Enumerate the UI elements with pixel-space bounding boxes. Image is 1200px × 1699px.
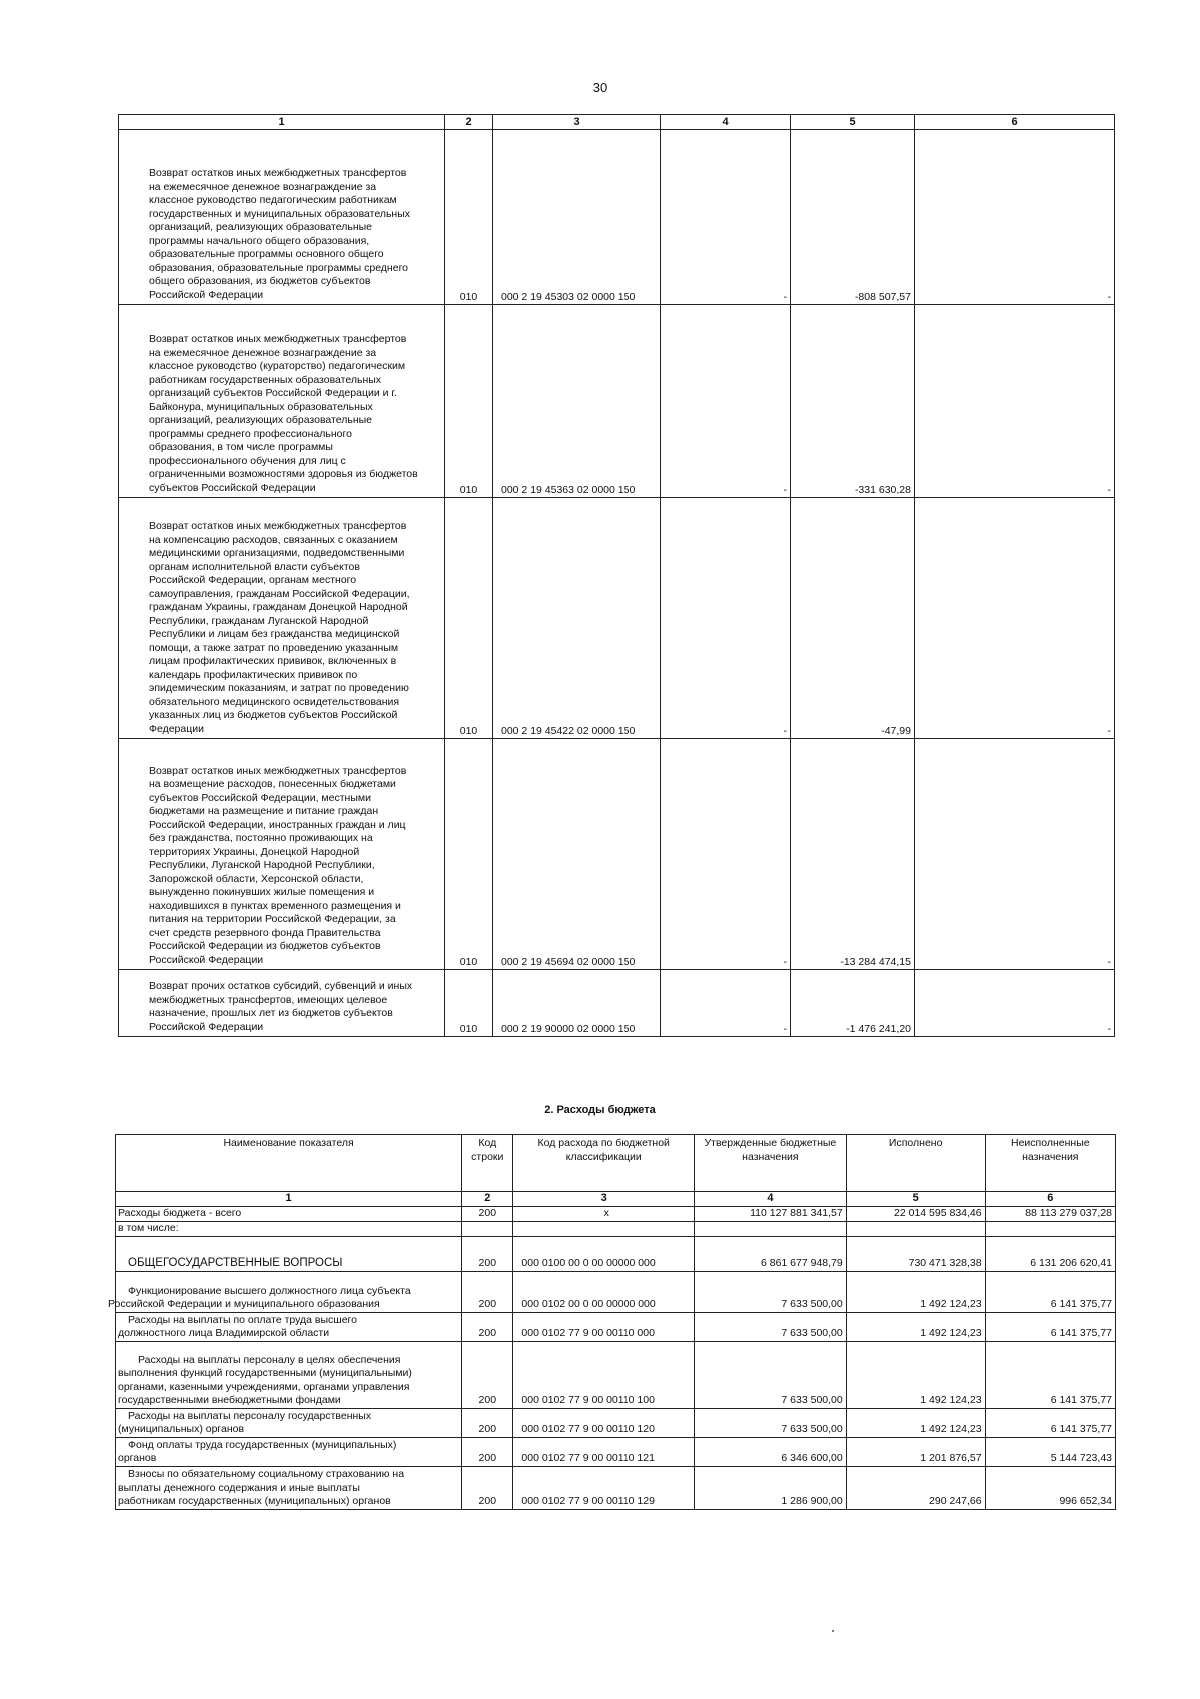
income-unexecuted: -	[915, 498, 1115, 739]
expenses-row-name	[116, 1408, 462, 1437]
header-approved: Утвержденные бюджетные назначения	[695, 1135, 847, 1192]
income-approved: -	[661, 130, 791, 305]
header-unexecuted: Неисполненные назначения	[985, 1135, 1115, 1192]
expenses-unexecuted	[985, 1221, 1115, 1236]
income-row-name	[119, 305, 445, 498]
income-line-code: 010	[445, 739, 493, 970]
name-line: Российской Федерации, органам местного	[149, 574, 357, 586]
income-row-name	[119, 970, 445, 1037]
expenses-approved: 1 286 900,00	[695, 1466, 847, 1509]
expenses-class-code	[513, 1221, 695, 1236]
expenses-executed: 1 492 124,23	[846, 1312, 985, 1341]
expenses-col-2: 2	[462, 1192, 513, 1207]
expenses-row-name	[116, 1466, 462, 1509]
expenses-approved: 7 633 500,00	[695, 1271, 847, 1312]
name-line: межбюджетных трансфертов, имеющих целевое	[149, 993, 388, 1006]
expenses-approved: 6 346 600,00	[695, 1437, 847, 1466]
expenses-approved: 7 633 500,00	[695, 1408, 847, 1437]
header-name: Наименование показателя	[116, 1135, 462, 1192]
expenses-row	[116, 1408, 1116, 1437]
expenses-class-code: 000 0102 77 9 00 00110 121	[513, 1437, 695, 1466]
name-line: на ежемесячное денежное вознаграждение за	[149, 346, 377, 359]
income-executed: -1 476 241,20	[791, 970, 915, 1037]
name-line: организаций субъектов Российской Федерации и г.	[149, 387, 397, 399]
name-line: гражданам Украины, гражданам Донецкой Народной	[149, 601, 408, 613]
expenses-approved: 7 633 500,00	[695, 1312, 847, 1341]
name-line: назначение, прошлых лет из бюджетов субъектов	[149, 1007, 393, 1019]
expenses-line-code: 200	[462, 1236, 513, 1271]
name-line: Республики, гражданам Луганской Народной	[149, 614, 369, 627]
name-line: органами, казенными учреждениями, органами управления	[118, 1380, 410, 1393]
name-line: помощи, а также затрат по проведению указанным	[149, 641, 399, 654]
name-line: календарь профилактических прививок по	[149, 668, 358, 681]
expenses-col-6: 6	[985, 1192, 1115, 1207]
income-row-name	[119, 498, 445, 739]
income-unexecuted: -	[915, 970, 1115, 1037]
expenses-approved: 7 633 500,00	[695, 1341, 847, 1408]
page-number: 30	[592, 80, 608, 95]
expenses-class-code: x	[513, 1206, 695, 1221]
income-row	[119, 498, 1115, 739]
expenses-unexecuted: 6 141 375,77	[985, 1312, 1115, 1341]
expenses-executed: 1 492 124,23	[846, 1408, 985, 1437]
income-col-6: 6	[915, 115, 1115, 130]
expenses-line-code: 200	[462, 1466, 513, 1509]
name-line: Российской Федерации	[149, 953, 264, 966]
name-line: работникам государственных образовательных	[149, 373, 382, 386]
income-unexecuted: -	[915, 739, 1115, 970]
income-col-4: 4	[661, 115, 791, 130]
name-line: Фонд оплаты труда государственных (муниципальных)	[128, 1438, 397, 1451]
name-line: Запорожской области, Херсонской области,	[149, 872, 364, 885]
name-line: Возврат остатков иных межбюджетных трансфертов	[149, 167, 407, 179]
expenses-approved: 6 861 677 948,79	[695, 1236, 847, 1271]
income-line-code: 010	[445, 970, 493, 1037]
expenses-approved	[695, 1221, 847, 1236]
expenses-class-code: 000 0102 00 0 00 00000 000	[513, 1271, 695, 1312]
header-line-code: Код строки	[462, 1135, 513, 1192]
expenses-row-name	[116, 1312, 462, 1341]
expenses-class-code: 000 0102 77 9 00 00110 100	[513, 1341, 695, 1408]
expenses-class-code: 000 0102 77 9 00 00110 120	[513, 1408, 695, 1437]
expenses-row-name	[116, 1206, 462, 1221]
expenses-row	[116, 1271, 1116, 1312]
income-col-5: 5	[791, 115, 915, 130]
name-line: органов	[118, 1452, 157, 1464]
expenses-row	[116, 1221, 1116, 1236]
name-line: бюджетами на размещение и питание граждан	[149, 805, 379, 817]
expenses-col-1: 1	[116, 1192, 462, 1207]
expenses-executed: 290 247,66	[846, 1466, 985, 1509]
name-line: Российской Федерации	[149, 288, 264, 301]
income-col-1: 1	[119, 115, 445, 130]
income-row	[119, 970, 1115, 1037]
expenses-col-4: 4	[695, 1192, 847, 1207]
expenses-row	[116, 1236, 1116, 1271]
name-line: организаций, реализующих образовательные	[149, 414, 373, 426]
expenses-unexecuted: 5 144 723,43	[985, 1437, 1115, 1466]
name-line: государственными внебюджетными фондами	[118, 1394, 341, 1406]
expenses-executed	[846, 1221, 985, 1236]
income-executed: -808 507,57	[791, 130, 915, 305]
income-row-name	[119, 739, 445, 970]
income-class-code: 000 2 19 45363 02 0000 150	[493, 305, 661, 498]
name-line: самоуправления, гражданам Российской Федерации,	[149, 587, 410, 600]
name-line: на возмещение расходов, понесенных бюджетами	[149, 778, 396, 790]
income-header-row	[119, 115, 1115, 130]
expenses-class-code: 000 0100 00 0 00 00000 000	[513, 1236, 695, 1271]
expenses-unexecuted: 6 141 375,77	[985, 1408, 1115, 1437]
income-approved: -	[661, 970, 791, 1037]
expenses-unexecuted: 996 652,34	[985, 1466, 1115, 1509]
income-row	[119, 305, 1115, 498]
expenses-row-name	[108, 1271, 462, 1312]
income-approved: -	[661, 739, 791, 970]
income-approved: -	[661, 305, 791, 498]
expenses-line-code: 200	[462, 1312, 513, 1341]
name-line: Возврат остатков иных межбюджетных трансфертов	[149, 333, 407, 345]
income-row	[119, 739, 1115, 970]
name-line: находившихся в пунктах временного размещения и	[149, 899, 401, 912]
income-class-code: 000 2 19 45694 02 0000 150	[493, 739, 661, 970]
name-line: на ежемесячное денежное вознаграждение за	[149, 180, 377, 193]
expenses-row-name	[116, 1341, 462, 1408]
income-line-code: 010	[445, 130, 493, 305]
expenses-executed: 1 201 876,57	[846, 1437, 985, 1466]
expenses-unexecuted: 6 131 206 620,41	[985, 1236, 1115, 1271]
name-line: вынужденно покинувших жилые помещения и	[149, 886, 375, 898]
name-line: организаций, реализующих образовательные	[149, 221, 373, 233]
name-line: территориях Украины, Донецкой Народной	[149, 845, 360, 858]
name-line: Российской Федерации и муниципального образования	[108, 1298, 380, 1310]
name-line: профессионального обучения для лиц с	[149, 454, 346, 467]
name-line: обязательного медицинского освидетельствования	[149, 695, 400, 708]
expenses-table	[108, 1134, 1116, 1510]
income-table	[118, 114, 1115, 1037]
name-line: лицам профилактических прививок, включенных в	[149, 655, 397, 667]
name-line: должностного лица Владимирской области	[118, 1327, 330, 1339]
income-executed: -331 630,28	[791, 305, 915, 498]
name-line: Российской Федерации из бюджетов субъектов	[149, 940, 381, 952]
name-line: ограниченными возможностями здоровья из бюджетов	[149, 468, 418, 480]
scan-speck	[832, 1630, 834, 1632]
income-executed: -47,99	[791, 498, 915, 739]
name-line: работникам государственных (муниципальных) органов	[118, 1495, 391, 1507]
expenses-executed: 1 492 124,23	[846, 1341, 985, 1408]
income-class-code: 000 2 19 45422 02 0000 150	[493, 498, 661, 739]
name-line: органам исполнительной власти субъектов	[149, 560, 360, 573]
expenses-row	[116, 1206, 1116, 1221]
expenses-row	[116, 1341, 1116, 1408]
header-class-code: Код расхода по бюджетной классификации	[513, 1135, 695, 1192]
name-line: указанных лиц из бюджетов субъектов Российской	[149, 709, 398, 721]
expenses-executed: 1 492 124,23	[846, 1271, 985, 1312]
expenses-unexecuted: 6 141 375,77	[985, 1271, 1115, 1312]
expenses-executed: 730 471 328,38	[846, 1236, 985, 1271]
name-line: образовательные программы основного общего	[149, 248, 384, 260]
name-line: общего образования, из бюджетов субъектов	[149, 275, 371, 287]
expenses-row	[116, 1437, 1116, 1466]
expenses-colnum-row	[116, 1192, 1116, 1207]
name-line: счет средств резервного фонда Правительства	[149, 926, 381, 939]
name-line: Российской Федерации, иностранных граждан и лиц	[149, 818, 406, 831]
expenses-class-code: 000 0102 77 9 00 00110 000	[513, 1312, 695, 1341]
income-unexecuted: -	[915, 305, 1115, 498]
income-col-2: 2	[445, 115, 493, 130]
expenses-row-name	[116, 1437, 462, 1466]
expenses-row	[116, 1466, 1116, 1509]
name-line: Российской Федерации	[149, 1020, 264, 1033]
income-executed: -13 284 474,15	[791, 739, 915, 970]
expenses-line-code: 200	[462, 1408, 513, 1437]
expenses-col-3: 3	[513, 1192, 695, 1207]
name-line: выплаты денежного содержания и иные выплаты	[118, 1481, 360, 1494]
expenses-line-code: 200	[462, 1341, 513, 1408]
name-line: питания на территории Российской Федерации, за	[149, 913, 396, 925]
expenses-executed: 22 014 595 834,46	[846, 1206, 985, 1221]
name-line: медицинскими организациями, подведомственными	[149, 547, 405, 559]
income-class-code: 000 2 19 90000 02 0000 150	[493, 970, 661, 1037]
name-line: программы среднего профессионального	[149, 427, 352, 440]
name-line: Федерации	[149, 722, 204, 735]
expenses-class-code: 000 0102 77 9 00 00110 129	[513, 1466, 695, 1509]
name-line: программы начального общего образования,	[149, 234, 370, 247]
name-line: Возврат остатков иных межбюджетных трансфертов	[149, 520, 407, 532]
name-line: Функционирование высшего должностного лица субъекта	[128, 1284, 411, 1297]
name-line: без гражданства, постоянно проживающих на	[149, 832, 373, 844]
name-line: Расходы на выплаты персоналу государственных	[128, 1409, 372, 1422]
income-line-code: 010	[445, 305, 493, 498]
name-line: субъектов Российской Федерации	[149, 481, 316, 494]
expenses-row-name	[116, 1221, 462, 1236]
expenses-unexecuted: 6 141 375,77	[985, 1341, 1115, 1408]
name-line: ОБЩЕГОСУДАРСТВЕННЫЕ ВОПРОСЫ	[128, 1257, 343, 1269]
name-line: в том числе:	[118, 1222, 179, 1234]
expenses-line-code: 200	[462, 1206, 513, 1221]
income-approved: -	[661, 498, 791, 739]
expenses-line-code	[462, 1221, 513, 1236]
name-line: классное руководство (кураторство) педагогическим	[149, 360, 406, 372]
name-line: Возврат остатков иных межбюджетных трансфертов	[149, 764, 407, 777]
expenses-row	[116, 1312, 1116, 1341]
name-line: образования, образовательные программы среднего	[149, 261, 409, 274]
expenses-approved: 110 127 881 341,57	[695, 1206, 847, 1221]
expenses-line-code: 200	[462, 1437, 513, 1466]
income-line-code: 010	[445, 498, 493, 739]
income-unexecuted: -	[915, 130, 1115, 305]
expenses-row-name	[116, 1236, 462, 1271]
name-line: (муниципальных) органов	[118, 1423, 245, 1435]
header-executed: Исполнено	[846, 1135, 985, 1192]
name-line: Республики и лицам без гражданства медицинской	[149, 628, 400, 640]
name-line: эпидемическим показаниям, и затрат по проведению	[149, 682, 409, 694]
name-line: Республики, Луганской Народной Республики,	[149, 859, 375, 871]
income-row-name	[119, 130, 445, 305]
name-line: Расходы на выплаты по оплате труда высшего	[128, 1313, 357, 1326]
income-col-3: 3	[493, 115, 661, 130]
expenses-line-code: 200	[462, 1271, 513, 1312]
name-line: образования, в том числе программы	[149, 441, 333, 453]
name-line: Байконура, муниципальных образовательных	[149, 400, 373, 413]
name-line: на компенсацию расходов, связанных с оказанием	[149, 533, 398, 546]
income-class-code: 000 2 19 45303 02 0000 150	[493, 130, 661, 305]
expenses-col-5: 5	[846, 1192, 985, 1207]
name-line: Расходы на выплаты персоналу в целях обеспечения	[138, 1353, 401, 1366]
name-line: субъектов Российской Федерации, местными	[149, 791, 371, 804]
expenses-header-row	[116, 1135, 1116, 1192]
expenses-section-title: 2. Расходы бюджета	[544, 1104, 656, 1116]
name-line: государственных и муниципальных образовательных	[149, 207, 411, 220]
name-line: Расходы бюджета - всего	[118, 1207, 242, 1219]
expenses-unexecuted: 88 113 279 037,28	[985, 1206, 1115, 1221]
name-line: выполнения функций государственными (муниципальными)	[118, 1367, 412, 1379]
income-row	[119, 130, 1115, 305]
name-line: Возврат прочих остатков субсидий, субвенций и иных	[149, 980, 413, 992]
name-line: классное руководство педагогическим работникам	[149, 194, 397, 206]
name-line: Взносы по обязательному социальному страхованию на	[128, 1468, 405, 1480]
